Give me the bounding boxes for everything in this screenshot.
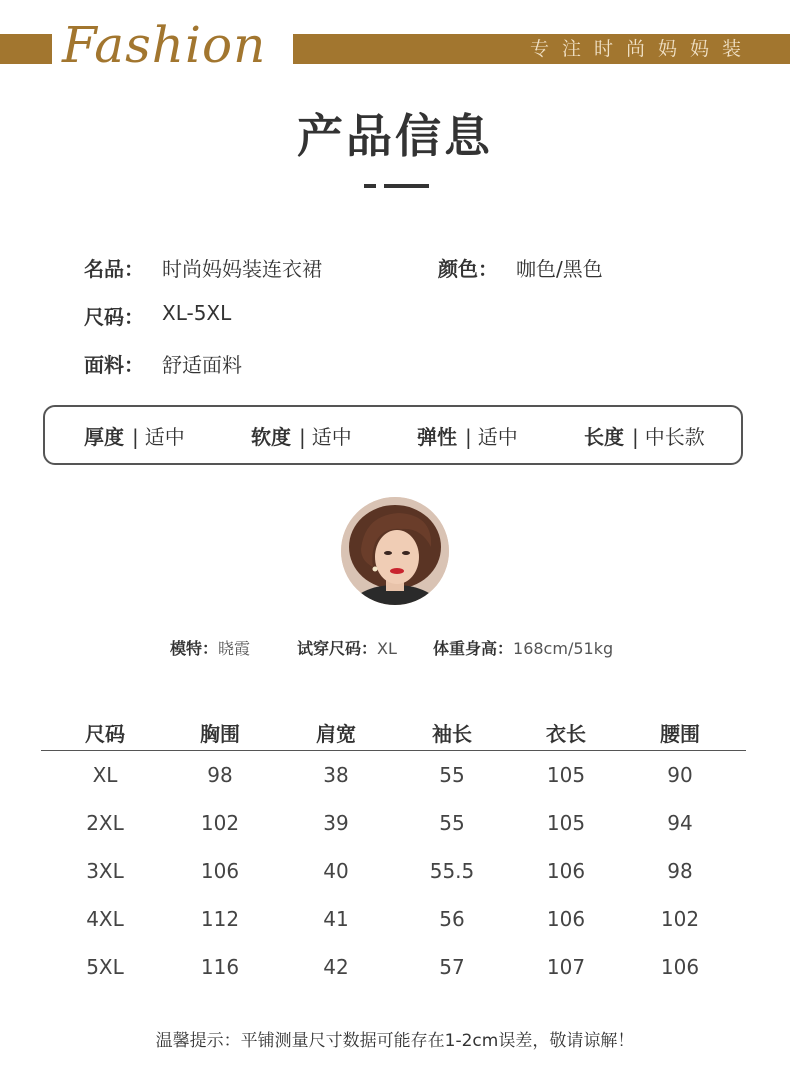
color-label: 颜色：	[438, 257, 498, 281]
model-size	[297, 636, 397, 659]
attribute-name: 厚度	[84, 425, 124, 449]
table-header-sleeve: 袖长	[432, 722, 472, 746]
table-cell: 98	[667, 859, 693, 883]
table-header-waist: 腰围	[660, 722, 700, 746]
attribute-value: 适中	[144, 425, 185, 449]
attribute-value: 适中	[311, 425, 352, 449]
table-cell: 55.5	[429, 859, 475, 883]
table-cell: 56	[439, 907, 465, 931]
model-avatar	[341, 497, 449, 605]
attribute-name: 长度	[584, 425, 624, 449]
attribute-elasticity	[417, 407, 518, 467]
table-cell: 106	[546, 907, 586, 931]
fabric-value: 舒适面料	[162, 353, 242, 377]
table-cell: 3XL	[86, 859, 124, 883]
table-cell: 112	[200, 907, 240, 931]
model-body-value: 168cm/51kg	[513, 639, 614, 658]
table-cell: 106	[546, 859, 586, 883]
attribute-value: 中长款	[644, 425, 705, 449]
attribute-softness	[251, 407, 352, 467]
attributes-box	[43, 405, 743, 465]
model-portrait-icon	[341, 497, 449, 605]
table-cell: 106	[200, 859, 240, 883]
product-name-value: 时尚妈妈装连衣裙	[162, 257, 322, 281]
table-cell: 5XL	[86, 955, 124, 979]
model-body-label: 体重身高：	[433, 639, 514, 658]
attribute-separator: |	[465, 425, 472, 449]
attribute-length	[584, 407, 705, 467]
table-header-size: 尺码	[85, 722, 125, 746]
attribute-value: 适中	[477, 425, 518, 449]
attribute-separator: |	[299, 425, 306, 449]
measurement-note: 温馨提示：平铺测量尺寸数据可能存在1-2cm误差，敬请谅解！	[155, 1031, 635, 1051]
attribute-name: 弹性	[417, 425, 457, 449]
table-cell: 55	[439, 763, 465, 787]
table-cell: 38	[323, 763, 349, 787]
table-cell: 42	[323, 955, 349, 979]
title-divider-long	[384, 184, 429, 188]
table-cell: 57	[439, 955, 465, 979]
model-name	[170, 636, 250, 659]
color-value: 咖色/黑色	[516, 257, 603, 281]
attribute-thickness	[84, 407, 185, 467]
table-divider	[41, 750, 746, 751]
product-name-label: 名品：	[84, 257, 144, 281]
table-cell: 107	[546, 955, 586, 979]
attribute-separator: |	[132, 425, 139, 449]
table-cell: 98	[207, 763, 233, 787]
attribute-separator: |	[632, 425, 639, 449]
table-header-bust: 胸围	[200, 722, 240, 746]
table-cell: 4XL	[86, 907, 124, 931]
model-name-label: 模特：	[170, 639, 219, 658]
table-cell: 105	[546, 811, 586, 835]
table-cell: 90	[667, 763, 693, 787]
table-cell: 41	[323, 907, 349, 931]
table-cell: 102	[200, 811, 240, 835]
table-cell: 105	[546, 763, 586, 787]
table-cell: 116	[200, 955, 240, 979]
brand-slogan: 专注时尚妈妈装	[529, 38, 754, 60]
model-size-value: XL	[377, 639, 397, 658]
size-value: XL-5XL	[162, 301, 232, 325]
page-title: 产品信息	[297, 109, 493, 163]
fabric-label: 面料：	[84, 353, 144, 377]
table-cell: 40	[323, 859, 349, 883]
table-cell: 39	[323, 811, 349, 835]
model-name-value: 晓霞	[218, 639, 251, 658]
title-divider-short	[364, 184, 376, 188]
table-cell: 2XL	[86, 811, 124, 835]
table-cell: 55	[439, 811, 465, 835]
table-header-shoulder: 肩宽	[316, 722, 356, 746]
table-cell: 102	[660, 907, 700, 931]
table-cell: XL	[92, 763, 118, 787]
attribute-name: 软度	[251, 425, 291, 449]
model-body	[433, 636, 613, 659]
table-cell: 94	[667, 811, 693, 835]
header-band-left	[0, 34, 52, 64]
table-cell: 106	[660, 955, 700, 979]
brand-logo: Fashion	[62, 16, 267, 74]
model-size-label: 试穿尺码：	[297, 639, 378, 658]
table-header-length: 衣长	[546, 722, 586, 746]
size-label: 尺码：	[84, 305, 144, 329]
